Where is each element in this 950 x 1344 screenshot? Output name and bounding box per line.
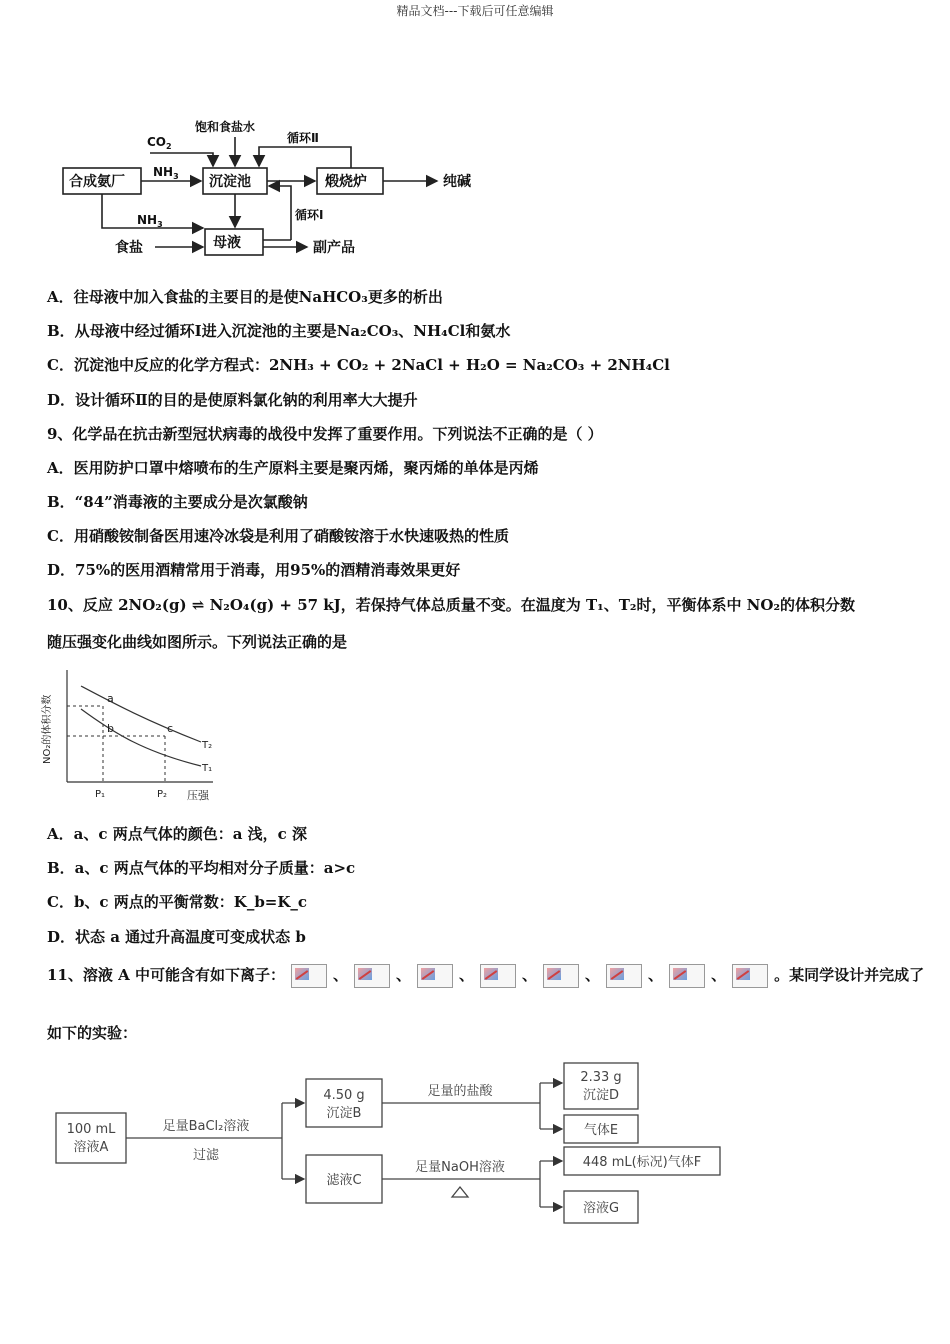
salt-label: 食盐: [115, 240, 143, 256]
co2-sub: 2: [166, 142, 172, 151]
hcl-reagent-label: 足量的盐酸: [427, 1084, 493, 1099]
ion-image-icon: [291, 964, 327, 988]
q11-stem-suffix: 。某同学设计并完成了: [774, 966, 925, 984]
curve-t1-label: T₁: [202, 763, 213, 774]
soda-label: 纯碱: [443, 174, 471, 190]
tick-p2: P₂: [157, 789, 168, 800]
experiment-flow-diagram: [50, 1055, 730, 1230]
naoh-reagent-label: 足量NaOH溶液: [415, 1160, 505, 1175]
gas-f-label: 448 mL(标况)气体F: [582, 1155, 702, 1170]
curve-t2-label: T₂: [202, 740, 213, 751]
solution-a-volume: 100 mL: [66, 1122, 116, 1137]
cycle2-label: 循环Ⅱ: [287, 131, 319, 145]
q9-option-c: C．用硝酸铵制备医用速冷冰袋是利用了硝酸铵溶于水快速吸热的性质: [47, 527, 509, 545]
q10-stem-line1: 10、反应 2NO₂(g) ⇌ N₂O₄(g) + 57 kJ，若保持气体总质量不变。在温度为 T₁、T₂时，平衡体系中 NO₂的体积分数: [47, 596, 856, 614]
svg-text:NH3: [137, 213, 163, 229]
byproduct-label: 副产品: [313, 240, 355, 256]
solution-a-label: 溶液A: [73, 1140, 109, 1155]
point-b-label: b: [107, 722, 114, 735]
graph-ylabel: NO₂的体积分数: [42, 694, 53, 764]
brine-label: 饱和食盐水: [195, 120, 256, 134]
ion-image-icon: [354, 964, 390, 988]
page-header: 精品文档---下载后可任意编辑: [396, 4, 554, 18]
q9-option-b: B．“84”消毒液的主要成分是次氯酸钠: [47, 493, 308, 511]
q9-stem: 9、化学品在抗击新型冠状病毒的战役中发挥了重要作用。下列说法不正确的是（ ）: [47, 425, 603, 443]
q11-stem-prefix: 11、溶液 A 中可能含有如下离子：: [47, 966, 285, 984]
q10-option-a: A．a、c 两点气体的颜色：a 浅，c 深: [47, 825, 308, 843]
q10-option-b: B．a、c 两点气体的平均相对分子质量：a>c: [47, 859, 356, 877]
point-c-label: c: [167, 722, 174, 735]
point-a-label: a: [107, 692, 114, 705]
soda-process-diagram: [55, 115, 495, 265]
q8-option-d: D．设计循环Ⅱ的目的是使原料氯化钠的利用率大大提升: [47, 391, 418, 409]
ion-image-icon: [480, 964, 516, 988]
furnace-label: 煅烧炉: [325, 174, 367, 190]
graph-xlabel: 压强: [187, 789, 209, 802]
bacl2-reagent-label: 足量BaCl₂溶液: [162, 1119, 250, 1134]
q11-stem-line1: 11、溶液 A 中可能含有如下离子： 、 、 、 、 、 、 、 。某同学设计并完成了: [47, 964, 924, 988]
precipitate-b-label: 沉淀B: [326, 1106, 362, 1121]
nh3-bot-sub: 3: [157, 220, 163, 229]
ion-image-icon: [543, 964, 579, 988]
svg-text:NH3: [153, 165, 179, 181]
no2-pressure-graph: [42, 664, 225, 806]
q9-option-a: A．医用防护口罩中熔喷布的生产原料主要是聚丙烯，聚丙烯的单体是丙烯: [47, 459, 539, 477]
ion-image-icon: [732, 964, 768, 988]
nh3-top-sub: 3: [173, 172, 179, 181]
q8-option-a: A．往母液中加入食盐的主要目的是使NaHCO₃更多的析出: [47, 288, 443, 306]
plant-label: 合成氨厂: [69, 174, 125, 190]
co2-label: CO: [147, 135, 167, 149]
cycle1-label: 循环Ⅰ: [295, 208, 324, 222]
nh3-top-label: NH: [153, 165, 174, 179]
q10-option-d: D．状态 a 通过升高温度可变成状态 b: [47, 928, 306, 946]
tick-p1: P₁: [95, 789, 106, 800]
ion-image-icon: [606, 964, 642, 988]
liquor-label: 母液: [213, 235, 241, 251]
q11-stem-line2: 如下的实验：: [47, 1024, 138, 1042]
tank-label: 沉淀池: [209, 174, 251, 190]
ion-image-icon: [417, 964, 453, 988]
solution-g-label: 溶液G: [582, 1201, 620, 1216]
ion-image-icon: [669, 964, 705, 988]
gas-e-label: 气体E: [583, 1123, 619, 1138]
nh3-bot-label: NH: [137, 213, 158, 227]
filter-label: 过滤: [192, 1148, 220, 1163]
precipitate-d-mass: 2.33 g: [580, 1070, 622, 1085]
q9-option-d: D．75%的医用酒精常用于消毒，用95%的酒精消毒效果更好: [47, 561, 461, 579]
q8-option-c: C．沉淀池中反应的化学方程式：2NH₃ + CO₂ + 2NaCl + H₂O = Na₂CO₃ + 2NH₄Cl: [47, 356, 670, 374]
filtrate-c-label: 滤液C: [326, 1173, 362, 1188]
q10-option-c: C．b、c 两点的平衡常数：K_b=K_c: [47, 893, 308, 911]
q8-option-b: B．从母液中经过循环Ⅰ进入沉淀池的主要是Na₂CO₃、NH₄Cl和氨水: [47, 322, 511, 340]
q10-stem-line2: 随压强变化曲线如图所示。下列说法正确的是: [47, 633, 348, 651]
precipitate-b-mass: 4.50 g: [323, 1088, 365, 1103]
precipitate-d-label: 沉淀D: [582, 1088, 620, 1103]
svg-text:CO2: [147, 135, 172, 151]
